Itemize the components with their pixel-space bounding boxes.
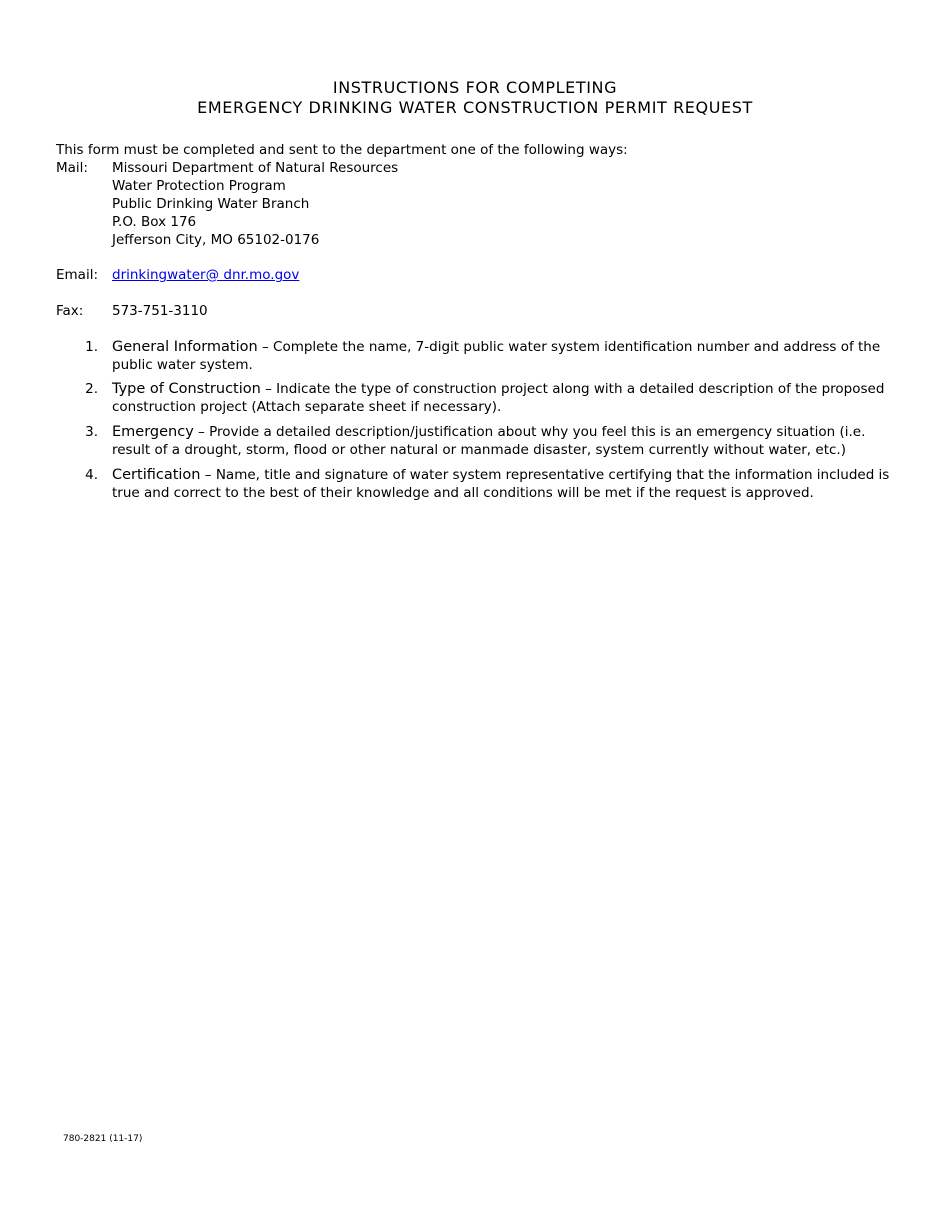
instruction-body [112,423,902,459]
instruction-body [112,380,902,416]
email-container [112,266,299,284]
instruction-heading: Certification [112,467,201,483]
instruction-heading: Type of Construction [112,381,261,397]
fax-label: Fax: [56,303,84,319]
instruction-heading: General Information [112,339,258,355]
intro-text: This form must be completed and sent to the department one of the following ways: [56,142,628,158]
mail-label: Mail: [56,160,88,176]
instruction-heading: Emergency [112,424,194,440]
instruction-number: 2. [85,381,98,397]
email-link[interactable]: drinkingwater@ dnr.mo.gov [112,267,300,283]
mail-address-line: P.O. Box 176 [112,214,197,230]
instruction-text: – Name, title and signature of water system representative certifying that the information included is true and correct to the best of their knowledge and all conditions will be met if the request is approved. [112,467,890,501]
document-title-line-2: EMERGENCY DRINKING WATER CONSTRUCTION PERMIT REQUEST [197,98,753,117]
instruction-text: – Indicate the type of construction project along with a detailed description of the proposed construction project (Attach separate sheet if necessary). [112,381,885,415]
instruction-number: 4. [85,467,98,483]
fax-number: 573-751-3110 [112,303,208,319]
mail-address-line: Water Protection Program [112,178,286,194]
email-label: Email: [56,267,99,283]
mail-address-line: Public Drinking Water Branch [112,196,310,212]
document-title-line-1: INSTRUCTIONS FOR COMPLETING [332,78,618,97]
instruction-number: 1. [85,339,98,355]
instruction-body [112,466,902,502]
instruction-body [112,338,902,374]
instruction-number: 3. [85,424,98,440]
instruction-text: – Complete the name, 7-digit public water system identification number and address of the public water system. [112,339,881,373]
form-number: 780-2821 (11-17) [63,1134,143,1144]
mail-address-line: Missouri Department of Natural Resources [112,160,399,176]
mail-address-line: Jefferson City, MO 65102-0176 [112,232,320,248]
instruction-text: – Provide a detailed description/justification about why you feel this is an emergency situation (i.e. result of a drought, storm, flood or other natural or manmade disaster, system currently without water, etc.) [112,424,866,458]
